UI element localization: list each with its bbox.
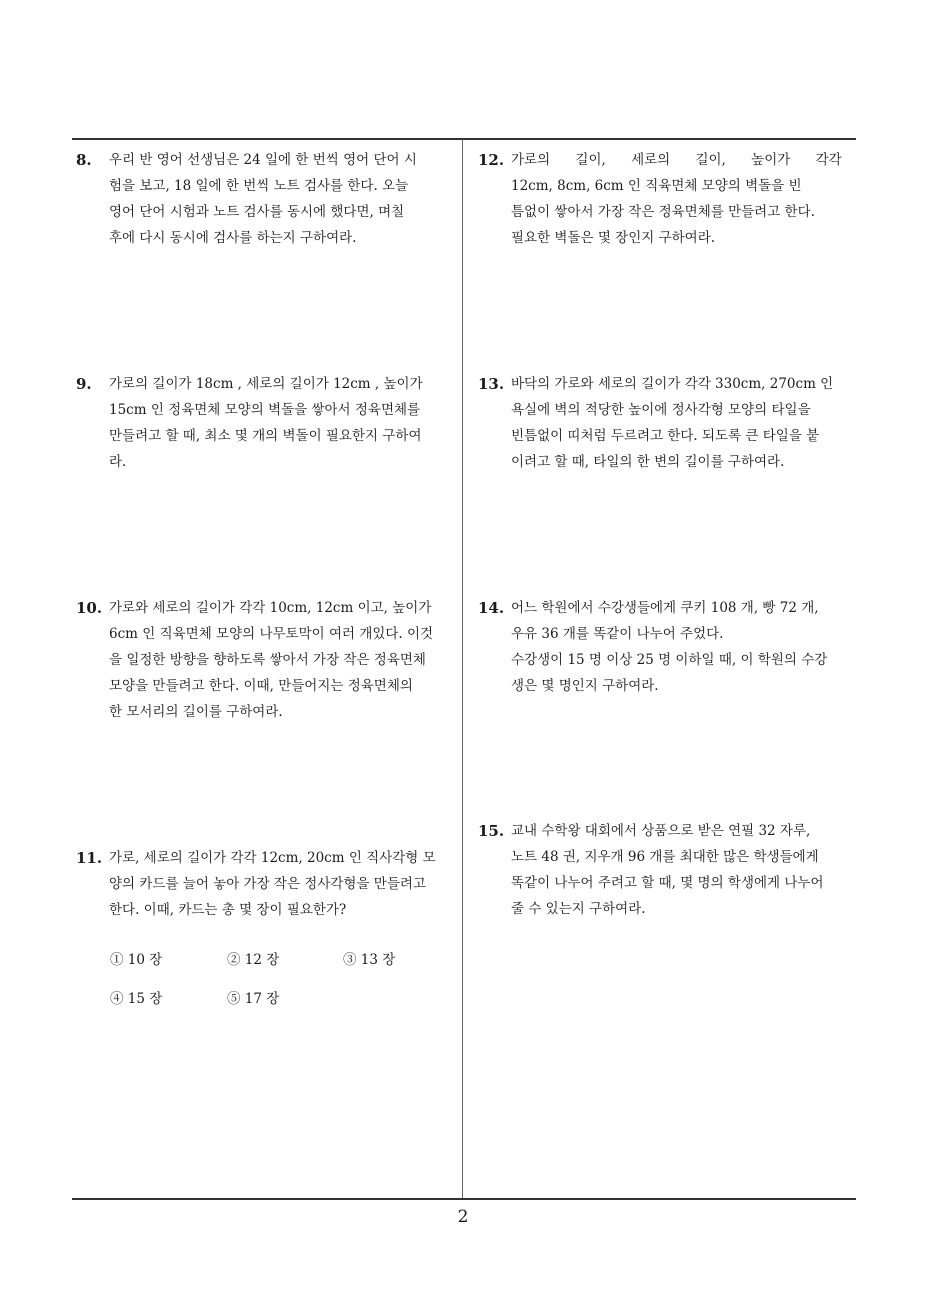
question-number: 15. [478,822,505,840]
text-line: 수강생이 15 명 이상 25 명 이하일 때, 이 학원의 수강 [511,652,828,668]
choice-1[interactable]: ① 10 장 [110,952,163,968]
text-line: 교내 수학왕 대회에서 상품으로 받은 연필 32 자루, [511,823,811,839]
text-line: 한다. 이때, 카드는 총 몇 장이 필요한가? [109,902,347,918]
text-line: 틈없이 쌓아서 가장 작은 정육면체를 만들려고 한다. [511,204,815,220]
text-line: 어느 학원에서 수강생들에게 쿠키 108 개, 빵 72 개, [511,600,819,616]
text-line: 15cm 인 정육면체 모양의 벽돌을 쌓아서 정육면체를 [109,402,421,418]
choice-3[interactable]: ③ 13 장 [343,952,396,968]
text-line: 빈틈없이 띠처럼 두르려고 한다. 되도록 큰 타일을 붙 [511,428,820,444]
text-line: 가로와 세로의 길이가 각각 10cm, 12cm 이고, 높이가 [109,600,432,616]
page-number: 2 [457,1207,469,1227]
text-line: 후에 다시 동시에 검사를 하는지 구하여라. [109,230,357,246]
question-text [511,147,863,251]
text-line: 우유 36 개를 똑같이 나누어 주었다. [511,626,724,642]
choice-4[interactable]: ④ 15 장 [110,991,163,1007]
question-text [109,147,461,251]
text-line: 노트 48 권, 지우개 96 개를 최대한 많은 학생들에게 [511,849,819,865]
text-line: 모양을 만들려고 한다. 이때, 만들어지는 정육면체의 [109,678,413,694]
text-line: 12cm, 8cm, 6cm 인 직육면체 모양의 벽돌을 빈 [511,178,802,194]
text-line: 줄 수 있는지 구하여라. [511,901,646,917]
question-number: 8. [76,151,92,169]
question-number: 10. [76,599,103,617]
text-line: 라. [109,454,127,470]
text-line: 욕실에 벽의 적당한 높이에 정사각형 모양의 타일을 [511,402,811,418]
question-text [109,845,461,923]
text-line: 필요한 벽돌은 몇 장인지 구하여라. [511,230,716,246]
text-line: 영어 단어 시험과 노트 검사를 동시에 했다면, 며칠 [109,204,405,220]
text-line: 가로의 길이, 세로의 길이, 높이가 각각 [511,152,842,168]
question-text [511,818,863,922]
text-line: 생은 몇 명인지 구하여라. [511,678,659,694]
column-divider [462,139,463,1199]
question-text [109,371,461,475]
question-text [511,371,863,475]
text-line: 만들려고 할 때, 최소 몇 개의 벽돌이 필요한지 구하여 [109,428,422,444]
question-number: 11. [76,849,103,867]
question-text [109,595,461,725]
text-line: 양의 카드를 늘어 놓아 가장 작은 정사각형을 만들려고 [109,876,426,892]
question-number: 14. [478,599,505,617]
question-number: 9. [76,375,92,393]
text-line: 똑같이 나누어 주려고 할 때, 몇 명의 학생에게 나누어 [511,875,824,891]
text-line: 이려고 할 때, 타일의 한 변의 길이를 구하여라. [511,454,785,470]
question-number: 13. [478,375,505,393]
bottom-rule [72,1198,856,1200]
choice-5[interactable]: ⑤ 17 장 [227,991,280,1007]
question-number: 12. [478,151,505,169]
text-line: 우리 반 영어 선생님은 24 일에 한 번씩 영어 단어 시 [109,152,417,168]
text-line: 가로의 길이가 18cm , 세로의 길이가 12cm , 높이가 [109,376,423,392]
text-line: 바닥의 가로와 세로의 길이가 각각 330cm, 270cm 인 [511,376,834,392]
text-line: 6cm 인 직육면체 모양의 나무토막이 여러 개있다. 이것 [109,626,434,642]
question-text [511,595,863,699]
text-line: 가로, 세로의 길이가 각각 12cm, 20cm 인 직사각형 모 [109,850,436,866]
text-line: 을 일정한 방향을 향하도록 쌓아서 가장 작은 정육면체 [109,652,426,668]
text-line: 험을 보고, 18 일에 한 번씩 노트 검사를 한다. 오늘 [109,178,409,194]
text-line: 한 모서리의 길이를 구하여라. [109,704,283,720]
top-rule [72,138,856,140]
choice-2[interactable]: ② 12 장 [227,952,280,968]
